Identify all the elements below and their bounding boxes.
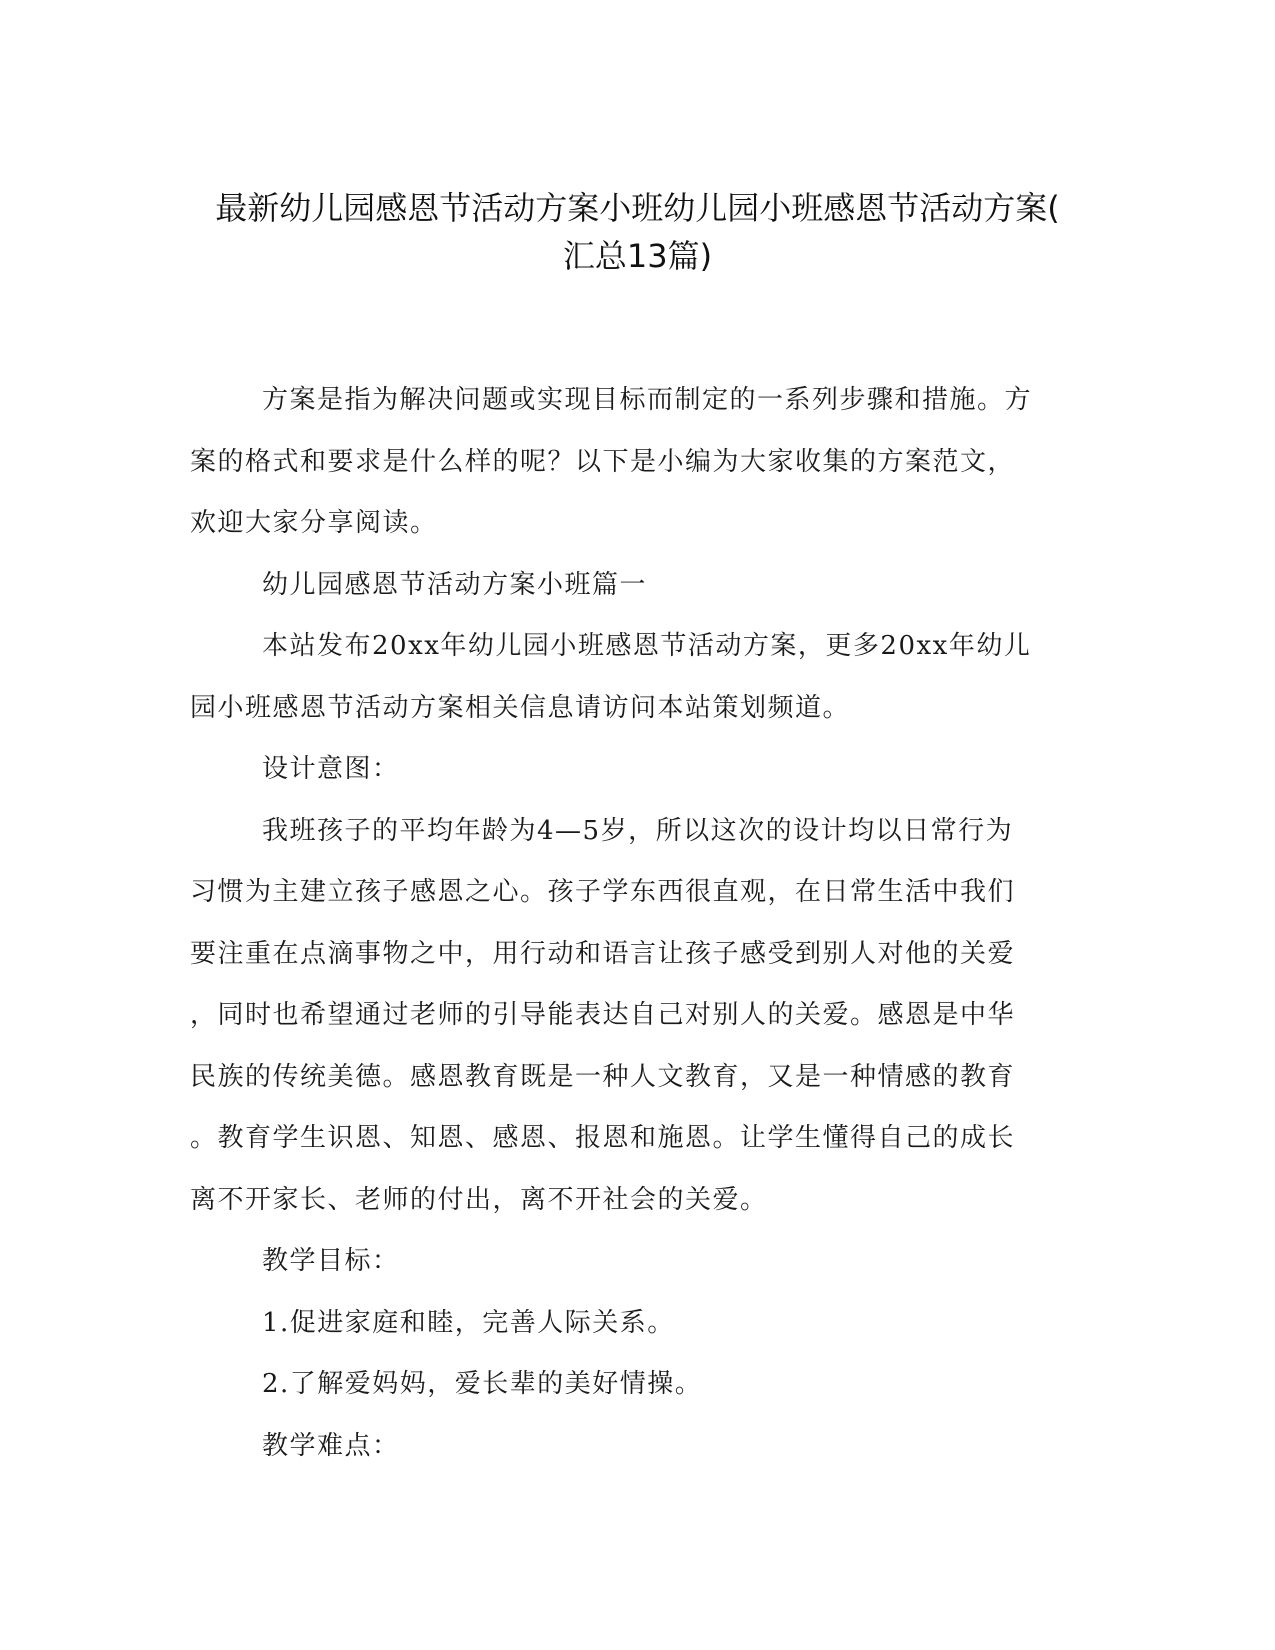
text-line: 幼儿园感恩节活动方案小班篇一 xyxy=(262,569,648,600)
text-line: ，同时也希望通过老师的引导能表达自己对别人的关爱。感恩是中华 xyxy=(190,1000,1016,1030)
list-item xyxy=(190,1354,1080,1416)
text-line: 要注重在点滴事物之中，用行动和语言让孩子感受到别人对他的关爱 xyxy=(190,938,1016,969)
text-line: 离不开家长、老师的付出，离不开社会的关爱。 xyxy=(190,1184,768,1215)
text-line: 1.促进家庭和睦，完善人际关系。 xyxy=(262,1307,675,1338)
list-item xyxy=(190,1293,1080,1355)
text-line: 2.了解爱妈妈，爱长辈的美好情操。 xyxy=(262,1369,703,1399)
text-line: 案的格式和要求是什么样的呢？以下是小编为大家收集的方案范文， xyxy=(190,446,1016,477)
section-heading xyxy=(190,555,1080,617)
text-line: 设计意图： xyxy=(262,754,400,784)
text-line: 欢迎大家分享阅读。 xyxy=(190,508,438,538)
intro-paragraph xyxy=(190,370,1080,555)
document-title xyxy=(150,184,1125,280)
text-line: 。教育学生识恩、知恩、感恩、报恩和施恩。让学生懂得自己的成长 xyxy=(190,1123,1016,1153)
subheading xyxy=(190,739,1080,801)
text-line: 教学难点： xyxy=(262,1430,400,1461)
text-line: 我班孩子的平均年龄为4—5岁，所以这次的设计均以日常行为 xyxy=(262,815,1014,846)
paragraph xyxy=(190,616,1080,739)
text-line: 方案是指为解决问题或实现目标而制定的一系列步骤和措施。方 xyxy=(262,385,1033,415)
title-line: 汇总13篇) xyxy=(562,237,713,275)
text-line: 园小班感恩节活动方案相关信息请访问本站策划频道。 xyxy=(190,692,851,723)
subheading xyxy=(190,1231,1080,1293)
text-line: 本站发布20xx年幼儿园小班感恩节活动方案，更多20xx年幼儿 xyxy=(262,631,1032,661)
text-line: 民族的传统美德。感恩教育既是一种人文教育，又是一种情感的教育 xyxy=(190,1061,1016,1092)
text-line: 习惯为主建立孩子感恩之心。孩子学东西很直观，在日常生活中我们 xyxy=(190,877,1016,907)
paragraph xyxy=(190,801,1080,1232)
document-body xyxy=(190,370,1080,1477)
text-line: 教学目标： xyxy=(262,1246,400,1276)
title-line: 最新幼儿园感恩节活动方案小班幼儿园小班感恩节活动方案( xyxy=(215,189,1060,227)
subheading xyxy=(190,1416,1080,1478)
